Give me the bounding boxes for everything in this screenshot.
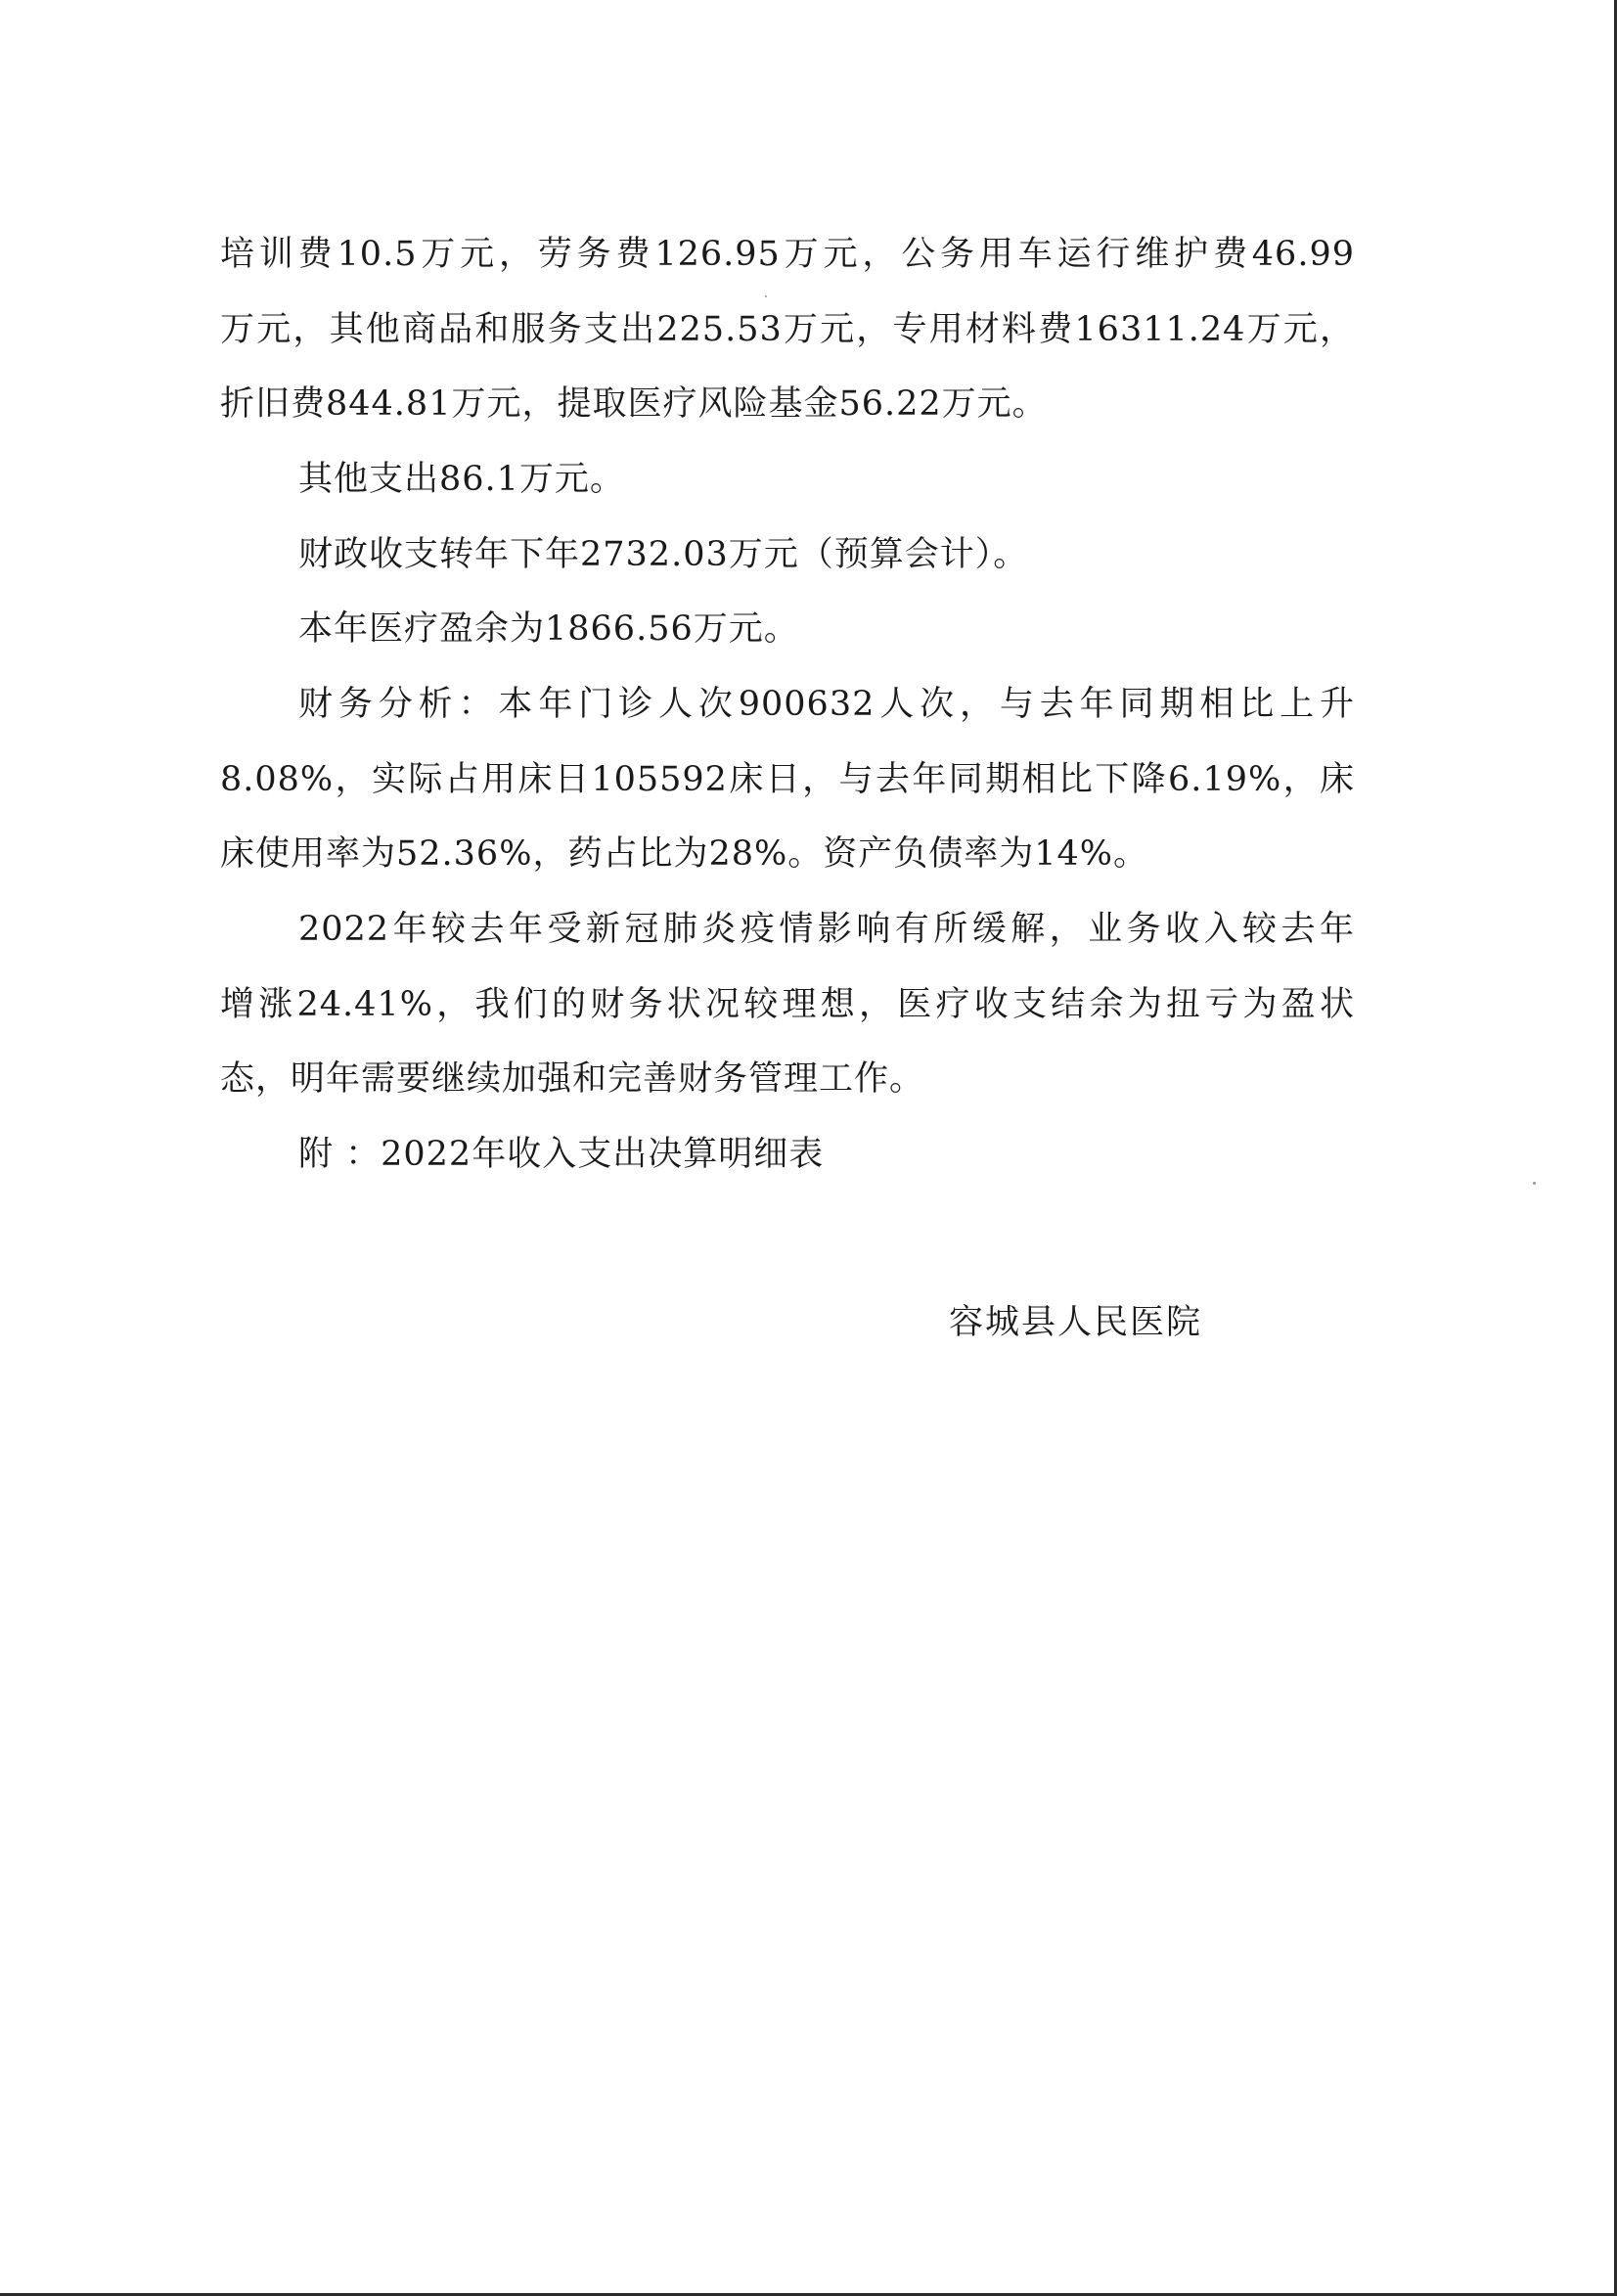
paragraph-line: 增涨24.41%，我们的财务状况较理想，医疗收支结余为扭亏为盈状 xyxy=(220,985,1355,1024)
scan-speck xyxy=(1533,1182,1536,1185)
paragraph-line: 财务分析：本年门诊人次900632人次，与去年同期相比上升 xyxy=(298,685,1355,724)
paragraph-line: 床使用率为52.36%，药占比为28%。资产负债率为14%。 xyxy=(220,834,1149,874)
paragraph-line: 2022年较去年受新冠肺炎疫情影响有所缓解，业务收入较去年 xyxy=(298,910,1355,949)
paragraph-line: 8.08%，实际占用床日105592床日，与去年同期相比下降6.19%，床 xyxy=(220,760,1355,799)
paragraph-line: 财政收支转年下年2732.03万元（预算会计）。 xyxy=(298,535,1029,574)
scan-speck xyxy=(765,295,767,297)
paragraph-line: 本年医疗盈余为1866.56万元。 xyxy=(298,609,799,649)
paragraph-line: 态，明年需要继续加强和完善财务管理工作。 xyxy=(220,1059,925,1099)
paragraph-line: 万元，其他商品和服务支出225.53万元，专用材料费16311.24万元， xyxy=(220,310,1355,349)
paragraph-line: 其他支出86.1万元。 xyxy=(298,460,625,499)
paragraph-line: 培训费10.5万元，劳务费126.95万元，公务用车运行维护费46.99 xyxy=(220,235,1355,274)
signature: 容城县人民医院 xyxy=(949,1303,1203,1342)
attachment-note: 附 ：2022年收入支出决算明细表 xyxy=(298,1135,825,1174)
paragraph-line: 折旧费844.81万元，提取医疗风险基金56.22万元。 xyxy=(220,384,1048,424)
